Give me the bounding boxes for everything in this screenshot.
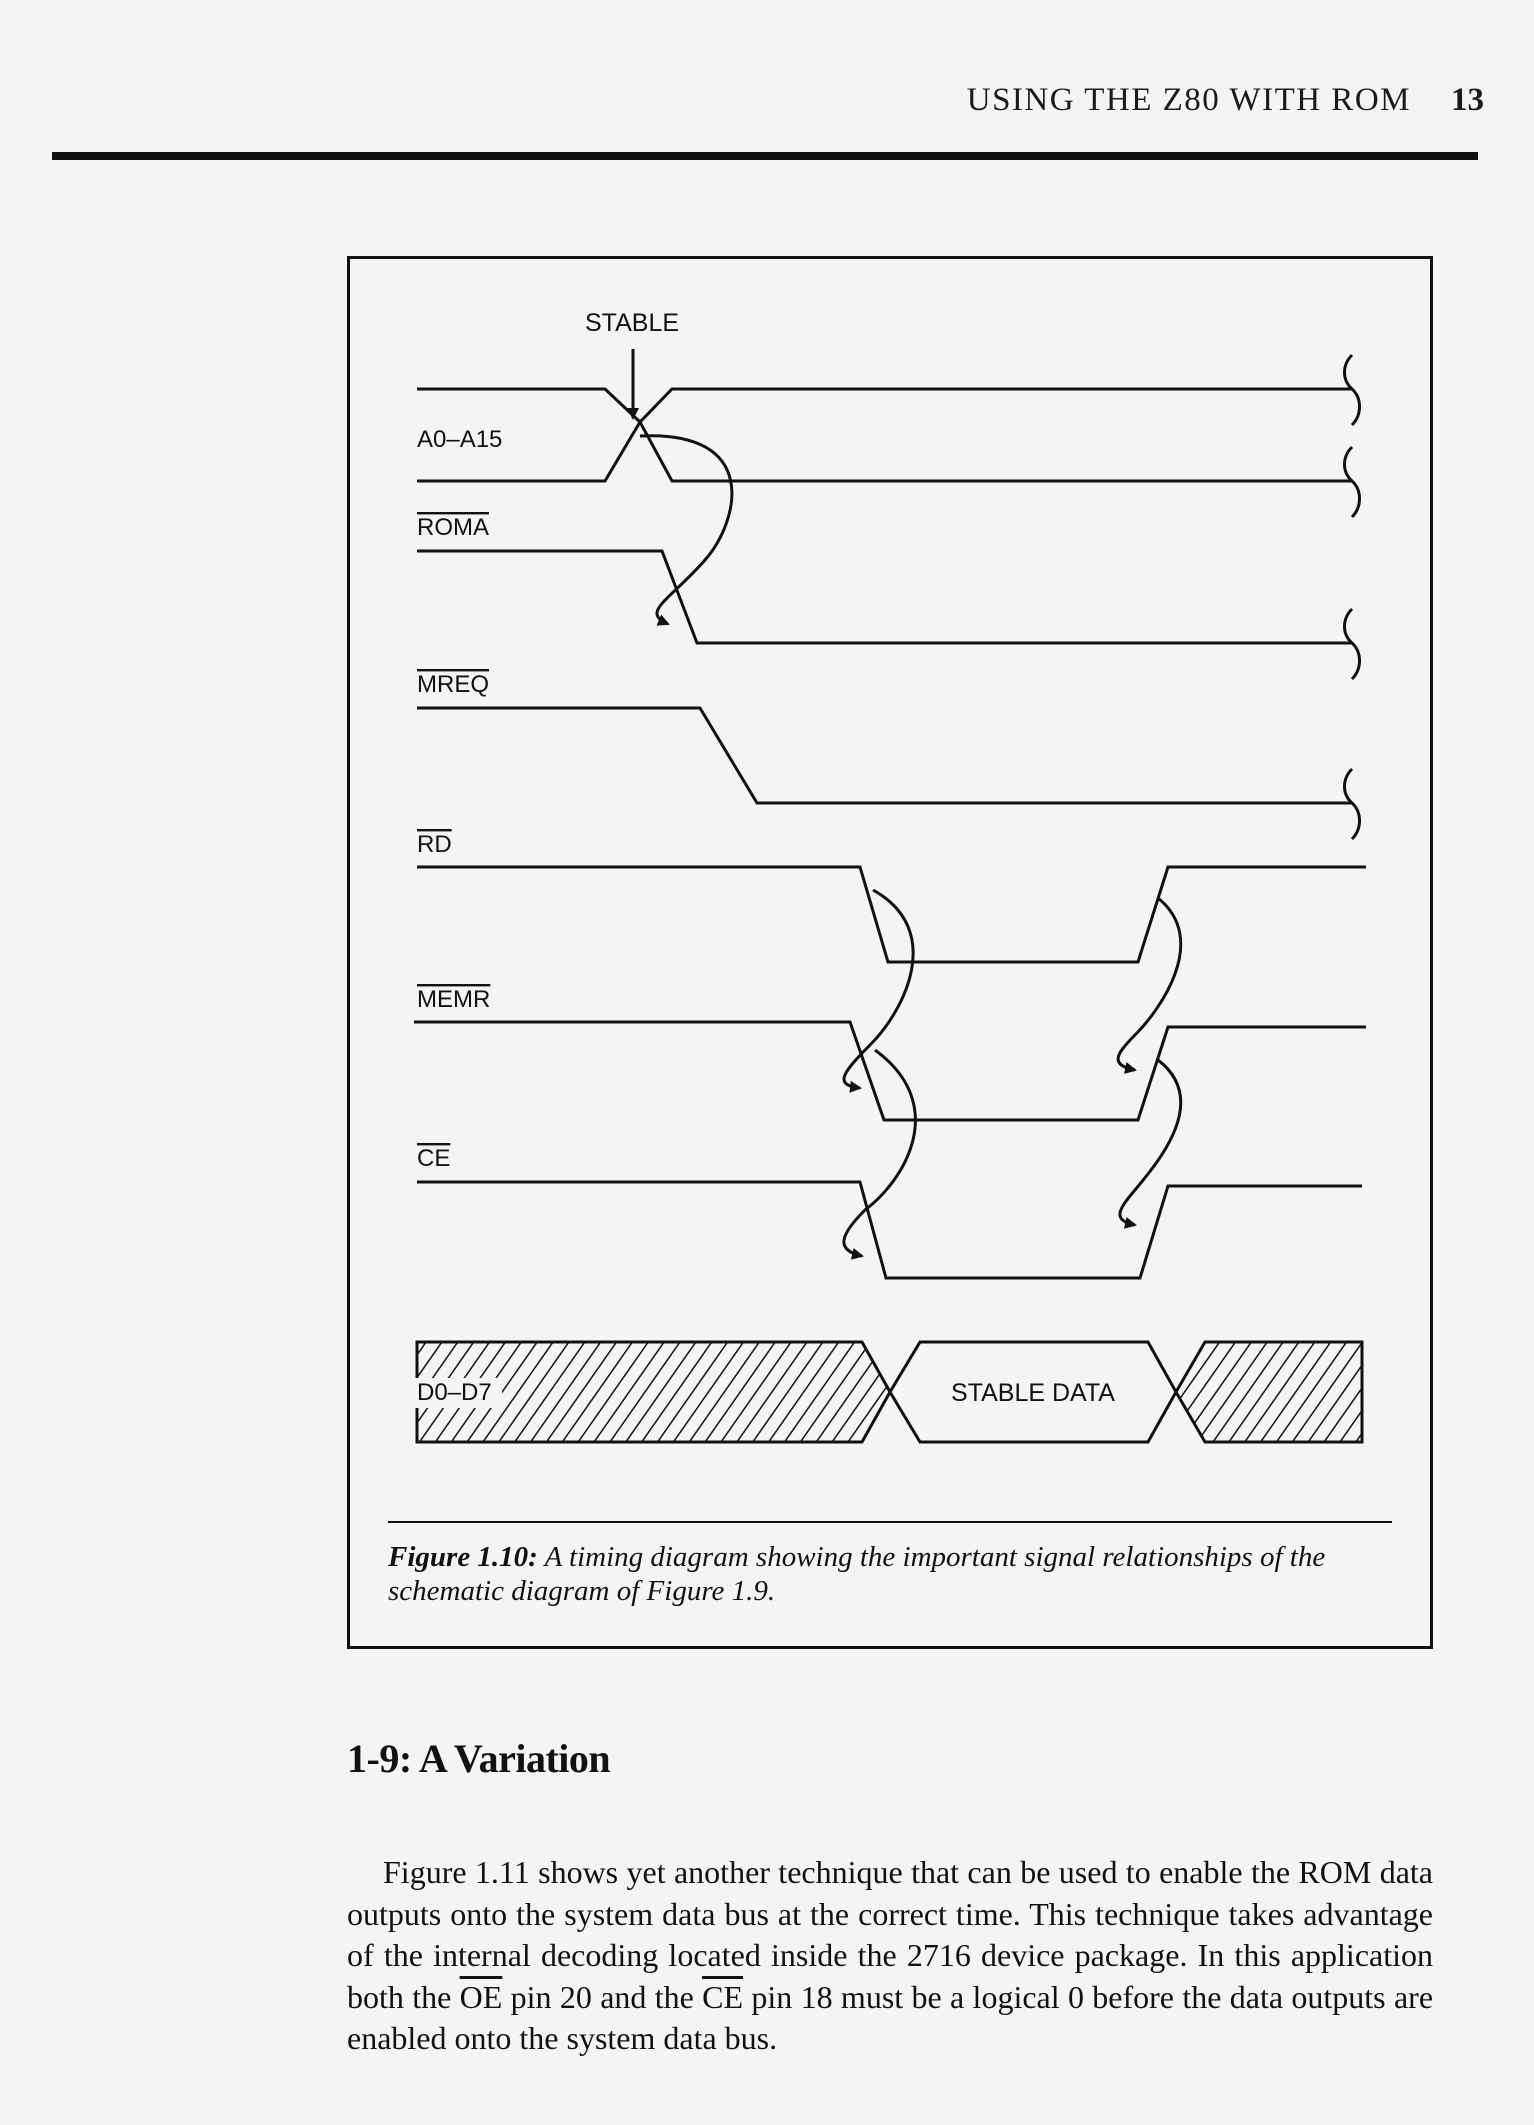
- oe-signal: $\overline{OE}$: [459, 1978, 503, 2015]
- causal-arrow-rd-memr-falling: [844, 890, 913, 1088]
- rd-waveform: [417, 867, 1366, 962]
- mreq-waveform: [417, 708, 1352, 803]
- address-bus-upper: [417, 389, 1352, 422]
- para-text-1: Figure 1.11 shows yet another technique that can be used to enable the ROM data outputs onto the system data bus at the correct time. This technique takes advantage of the internal decoding located inside the 2716 device package. In this application both the: [347, 1854, 1433, 2015]
- memr-waveform: [414, 1022, 1366, 1120]
- para-text-3: pin 18 must be a logical 0 before the data outputs are enabled onto the system data bus.: [347, 1978, 1434, 2056]
- roma-waveform: [417, 551, 1352, 643]
- para-text-2: pin 20 and the: [502, 1978, 703, 2015]
- label-ce: CE: [417, 1145, 451, 1172]
- label-address: A0–A15: [417, 426, 503, 453]
- caption-text: A timing diagram showing the important signal relationships of the schematic diagram of Figure 1.9.: [388, 1541, 1326, 1607]
- figure-caption: [388, 1540, 1408, 1608]
- label-roma: ROMA: [417, 514, 489, 541]
- ce-signal: $\overline{CE}$: [702, 1978, 744, 2015]
- address-bus-lower: [417, 422, 1352, 481]
- label-memr: MEMR: [417, 986, 491, 1013]
- label-mreq: MREQ: [417, 671, 489, 698]
- label-rd: RD: [417, 831, 452, 858]
- timing-diagram: [347, 256, 1433, 1649]
- stable-label: STABLE: [585, 309, 680, 337]
- running-title: USING THE Z80 WITH ROM: [966, 82, 1411, 118]
- causal-arrow-address-roma: [640, 436, 732, 624]
- section-heading: 1-9: A Variation: [347, 1736, 611, 1781]
- data-bus-hatch-right: [1176, 1342, 1362, 1442]
- causal-arrow-memr-ce-falling: [844, 1050, 916, 1256]
- body-paragraph: [347, 1852, 1433, 2060]
- label-data: D0–D7: [417, 1379, 492, 1406]
- caption-label: Figure 1.10:: [388, 1541, 538, 1573]
- stable-data-label: STABLE DATA: [951, 1379, 1115, 1407]
- ce-waveform: [417, 1182, 1362, 1278]
- page-number: 13: [1451, 82, 1484, 118]
- running-head: [967, 82, 1484, 119]
- header-rule: [52, 152, 1478, 160]
